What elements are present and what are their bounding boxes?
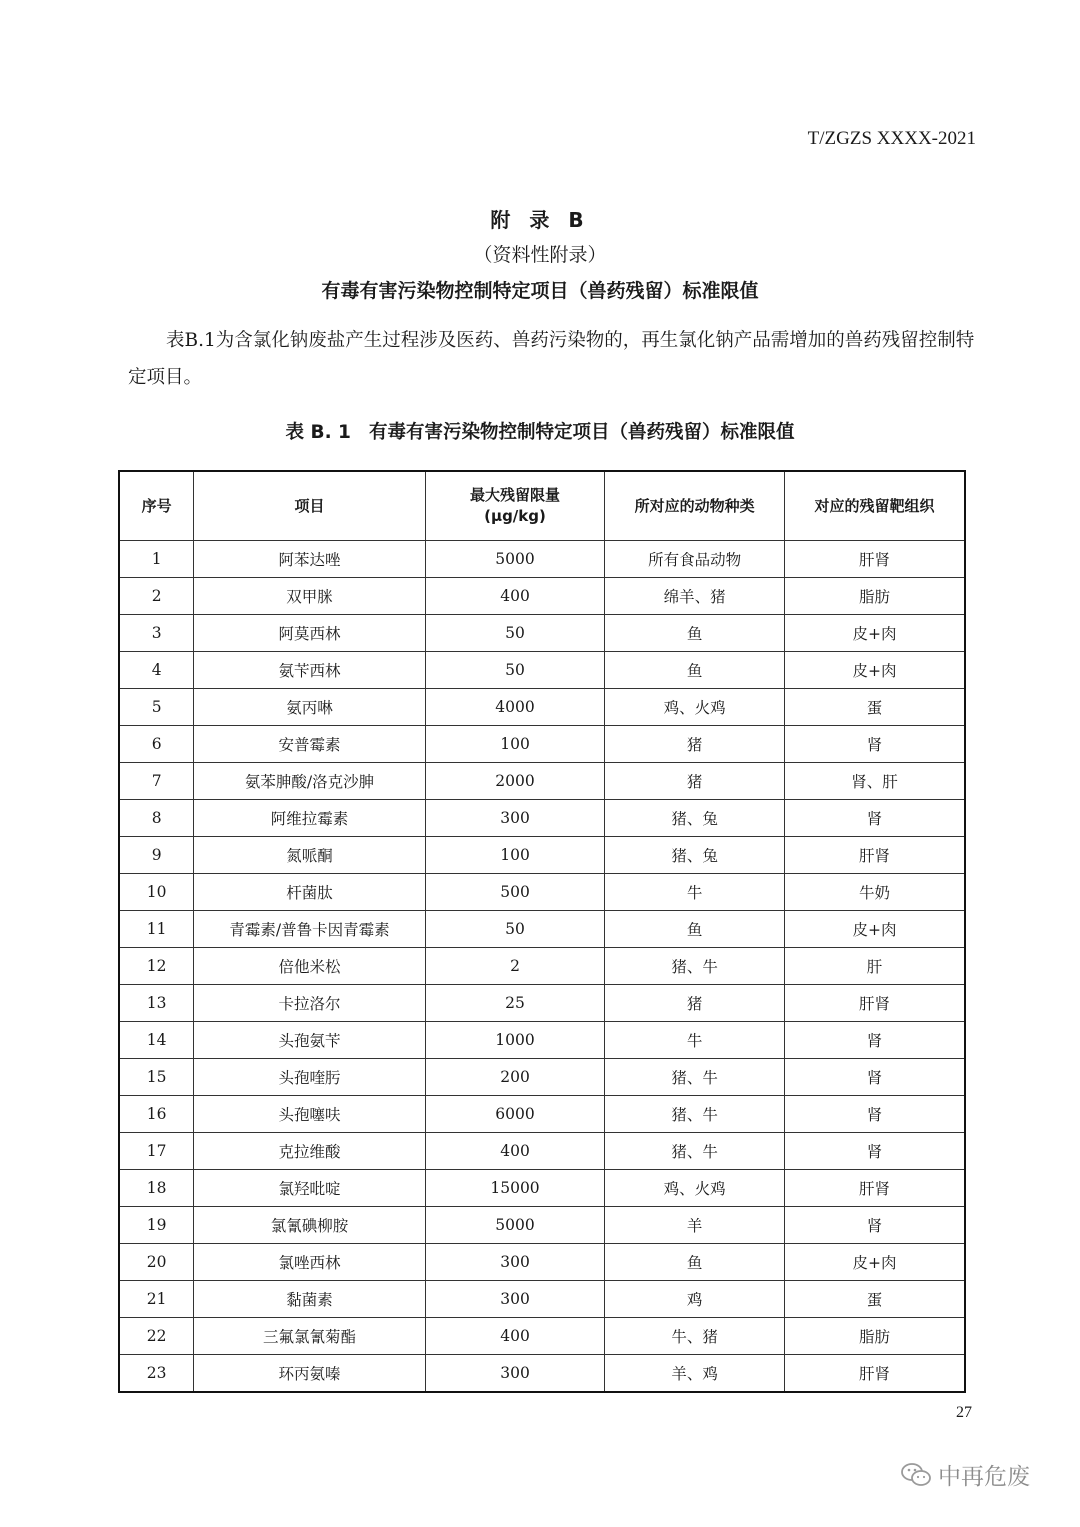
cell-species: 猪、兔 <box>605 800 785 837</box>
cell-item: 氨苄西林 <box>194 652 425 689</box>
table-row <box>119 763 965 800</box>
cell-tissue: 皮+肉 <box>784 911 965 948</box>
cell-tissue: 肾 <box>784 800 965 837</box>
cell-species: 鸡、火鸡 <box>605 689 785 726</box>
cell-item: 头孢喹肟 <box>194 1059 425 1096</box>
cell-item: 克拉维酸 <box>194 1133 425 1170</box>
table-row <box>119 541 965 578</box>
cell-item: 氨苯胂酸/洛克沙胂 <box>194 763 425 800</box>
table-row <box>119 726 965 763</box>
table-row <box>119 1281 965 1318</box>
header-mrl-line2: (μg/kg) <box>484 507 546 525</box>
cell-seq: 3 <box>119 615 194 652</box>
table-caption-title: 有毒有害污染物控制特定项目（兽药残留）标准限值 <box>368 422 795 443</box>
watermark <box>900 1458 1030 1491</box>
cell-item: 双甲脒 <box>194 578 425 615</box>
cell-item: 氨丙啉 <box>194 689 425 726</box>
cell-item: 阿莫西林 <box>194 615 425 652</box>
table-row <box>119 615 965 652</box>
intro-paragraph: 表B.1为含氯化钠废盐产生过程涉及医药、兽药污染物的，再生氯化钠产品需增加的兽药残留控制特定项目。 <box>128 330 975 388</box>
header-mrl <box>425 471 605 541</box>
cell-item: 阿维拉霉素 <box>194 800 425 837</box>
cell-tissue: 肾、肝 <box>784 763 965 800</box>
cell-item: 氯唑西林 <box>194 1244 425 1281</box>
cell-tissue: 脂肪 <box>784 1318 965 1355</box>
cell-tissue: 肝肾 <box>784 837 965 874</box>
cell-seq: 21 <box>119 1281 194 1318</box>
cell-mrl: 6000 <box>425 1096 605 1133</box>
cell-seq: 17 <box>119 1133 194 1170</box>
cell-species: 牛 <box>605 874 785 911</box>
cell-tissue: 肝 <box>784 948 965 985</box>
table-row <box>119 800 965 837</box>
cell-seq: 9 <box>119 837 194 874</box>
table-row <box>119 1355 965 1393</box>
document-code: T/ZGZS XXXX-2021 <box>807 128 976 149</box>
cell-tissue: 皮+肉 <box>784 615 965 652</box>
table-caption <box>0 418 1080 444</box>
cell-mrl: 2000 <box>425 763 605 800</box>
cell-mrl: 5000 <box>425 1207 605 1244</box>
appendix-subtitle: （资料性附录） <box>473 244 607 266</box>
header-seq: 序号 <box>119 471 194 541</box>
table-row <box>119 948 965 985</box>
table-header-row <box>119 471 965 541</box>
cell-tissue: 肝肾 <box>784 541 965 578</box>
cell-item: 倍他米松 <box>194 948 425 985</box>
cell-item: 安普霉素 <box>194 726 425 763</box>
table-body <box>119 541 965 1393</box>
cell-seq: 2 <box>119 578 194 615</box>
cell-seq: 10 <box>119 874 194 911</box>
cell-seq: 23 <box>119 1355 194 1393</box>
table-row <box>119 1318 965 1355</box>
cell-tissue: 皮+肉 <box>784 652 965 689</box>
cell-mrl: 300 <box>425 1244 605 1281</box>
table-row <box>119 1207 965 1244</box>
cell-species: 羊、鸡 <box>605 1355 785 1393</box>
cell-item: 青霉素/普鲁卡因青霉素 <box>194 911 425 948</box>
cell-species: 猪 <box>605 985 785 1022</box>
cell-tissue: 肾 <box>784 1133 965 1170</box>
cell-seq: 7 <box>119 763 194 800</box>
cell-item: 阿苯达唑 <box>194 541 425 578</box>
cell-tissue: 肾 <box>784 726 965 763</box>
cell-seq: 8 <box>119 800 194 837</box>
cell-mrl: 1000 <box>425 1022 605 1059</box>
cell-tissue: 肾 <box>784 1207 965 1244</box>
cell-mrl: 400 <box>425 578 605 615</box>
table-row <box>119 874 965 911</box>
cell-species: 鱼 <box>605 1244 785 1281</box>
header-species: 所对应的动物种类 <box>605 471 785 541</box>
cell-species: 猪、兔 <box>605 837 785 874</box>
cell-seq: 14 <box>119 1022 194 1059</box>
table-row <box>119 652 965 689</box>
cell-species: 鱼 <box>605 911 785 948</box>
appendix-heading: 有毒有害污染物控制特定项目（兽药残留）标准限值 <box>321 280 759 302</box>
cell-item: 氯羟吡啶 <box>194 1170 425 1207</box>
cell-species: 猪 <box>605 763 785 800</box>
cell-tissue: 肝肾 <box>784 985 965 1022</box>
cell-species: 猪、牛 <box>605 1059 785 1096</box>
table-row <box>119 578 965 615</box>
cell-species: 鸡、火鸡 <box>605 1170 785 1207</box>
cell-mrl: 15000 <box>425 1170 605 1207</box>
cell-seq: 11 <box>119 911 194 948</box>
cell-mrl: 500 <box>425 874 605 911</box>
cell-seq: 18 <box>119 1170 194 1207</box>
cell-species: 绵羊、猪 <box>605 578 785 615</box>
cell-tissue: 肾 <box>784 1022 965 1059</box>
cell-item: 头孢氨苄 <box>194 1022 425 1059</box>
table-row <box>119 1244 965 1281</box>
cell-item: 氯氰碘柳胺 <box>194 1207 425 1244</box>
cell-mrl: 100 <box>425 726 605 763</box>
cell-tissue: 蛋 <box>784 1281 965 1318</box>
cell-species: 猪、牛 <box>605 948 785 985</box>
table-row <box>119 1022 965 1059</box>
cell-species: 鱼 <box>605 652 785 689</box>
cell-seq: 5 <box>119 689 194 726</box>
cell-mrl: 400 <box>425 1133 605 1170</box>
cell-seq: 16 <box>119 1096 194 1133</box>
table-row <box>119 1133 965 1170</box>
header-tissue: 对应的残留靶组织 <box>784 471 965 541</box>
cell-tissue: 肾 <box>784 1059 965 1096</box>
page-number: 27 <box>956 1404 972 1421</box>
wechat-icon <box>900 1461 932 1489</box>
residue-limits-table <box>118 470 966 1393</box>
cell-mrl: 100 <box>425 837 605 874</box>
cell-item: 三氟氯氰菊酯 <box>194 1318 425 1355</box>
cell-mrl: 25 <box>425 985 605 1022</box>
cell-item: 氮哌酮 <box>194 837 425 874</box>
cell-tissue: 肾 <box>784 1096 965 1133</box>
cell-species: 鱼 <box>605 615 785 652</box>
table-row <box>119 1170 965 1207</box>
cell-species: 猪、牛 <box>605 1096 785 1133</box>
cell-species: 猪、牛 <box>605 1133 785 1170</box>
cell-mrl: 5000 <box>425 541 605 578</box>
table-row <box>119 689 965 726</box>
cell-item: 黏菌素 <box>194 1281 425 1318</box>
cell-mrl: 50 <box>425 911 605 948</box>
cell-species: 所有食品动物 <box>605 541 785 578</box>
table-row <box>119 1059 965 1096</box>
cell-seq: 1 <box>119 541 194 578</box>
cell-seq: 12 <box>119 948 194 985</box>
appendix-title: 附 录 B <box>490 208 590 232</box>
cell-seq: 15 <box>119 1059 194 1096</box>
cell-mrl: 300 <box>425 800 605 837</box>
cell-item: 环丙氨嗪 <box>194 1355 425 1393</box>
table-caption-number: 表 B. 1 <box>285 422 351 443</box>
cell-item: 头孢噻呋 <box>194 1096 425 1133</box>
cell-item: 杆菌肽 <box>194 874 425 911</box>
watermark-text: 中再危废 <box>938 1464 1030 1490</box>
cell-species: 羊 <box>605 1207 785 1244</box>
cell-species: 鸡 <box>605 1281 785 1318</box>
cell-tissue: 皮+肉 <box>784 1244 965 1281</box>
cell-mrl: 4000 <box>425 689 605 726</box>
cell-mrl: 300 <box>425 1281 605 1318</box>
cell-seq: 20 <box>119 1244 194 1281</box>
cell-seq: 13 <box>119 985 194 1022</box>
table-row <box>119 1096 965 1133</box>
cell-mrl: 200 <box>425 1059 605 1096</box>
cell-mrl: 50 <box>425 615 605 652</box>
table-row <box>119 985 965 1022</box>
cell-seq: 22 <box>119 1318 194 1355</box>
cell-tissue: 肝肾 <box>784 1170 965 1207</box>
table-row <box>119 911 965 948</box>
cell-mrl: 300 <box>425 1355 605 1393</box>
cell-seq: 6 <box>119 726 194 763</box>
cell-species: 猪 <box>605 726 785 763</box>
header-item: 项目 <box>194 471 425 541</box>
cell-seq: 4 <box>119 652 194 689</box>
cell-species: 牛、猪 <box>605 1318 785 1355</box>
table-row <box>119 837 965 874</box>
cell-seq: 19 <box>119 1207 194 1244</box>
cell-item: 卡拉洛尔 <box>194 985 425 1022</box>
cell-tissue: 蛋 <box>784 689 965 726</box>
cell-mrl: 2 <box>425 948 605 985</box>
cell-tissue: 脂肪 <box>784 578 965 615</box>
cell-mrl: 400 <box>425 1318 605 1355</box>
cell-tissue: 肝肾 <box>784 1355 965 1393</box>
cell-mrl: 50 <box>425 652 605 689</box>
header-mrl-line1: 最大残留限量 <box>470 486 561 504</box>
cell-species: 牛 <box>605 1022 785 1059</box>
cell-tissue: 牛奶 <box>784 874 965 911</box>
